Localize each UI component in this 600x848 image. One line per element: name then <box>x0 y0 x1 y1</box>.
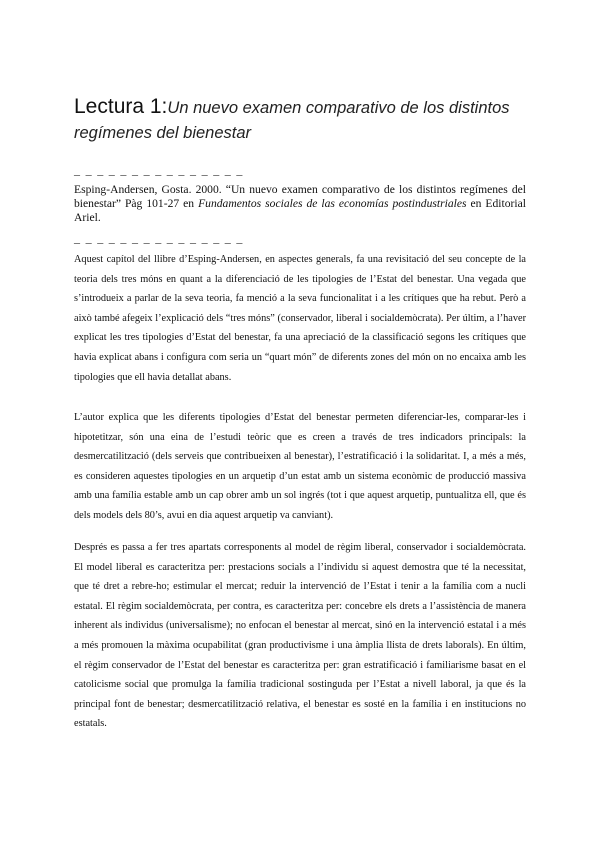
reference-citation: Esping-Andersen, Gosta. 2000. “Un nuevo examen comparativo de los distintos regímenes del bienestar” Pàg 101-27 en <box>74 183 526 211</box>
paragraph-typologies: L’autor explica que les diferents tipologies d’Estat del benestar permeten diferenciar-les, comparar-les i hipotetitzar, són una eina de l’estudi teòric que es creen a través de tres indicadors principals: la desmercatilització (dels serveis que contribueixen al benestar), l’estratificació i la solidaritat. I, a més a més, es consideren aquestes tipologies en un arquetip d’un estat amb un sistema econòmic de producció massiva amb una família estable amb un cap obrer amb un sol ingrés (tot i que aquest arquetip, puntualitza ell, que és dels models dels 80’s, avui en dia aquest arquetip va canviant). <box>74 412 526 521</box>
title-lead: Lectura 1: <box>74 95 168 118</box>
document-title <box>74 92 534 146</box>
paragraph-regimes: Després es passa a fer tres apartats corresponents al model de règim liberal, conservador i socialdemòcrata. El model liberal es caracteritza per: prestacions socials a l’individu si aquest demostra que té la necessitat, que té dret a rebre-ho; estimular el mercat; reduir la intervenció de l’Estat i tenir a la família com a nucli estatal. El règim socialdemòcrata, per contra, es caracteritza per: concebre els drets a l’assistència de manera inherent als individus (universalisme); no enfocan el benestar al mercat, sinó en la intervenció estatal i a més a més promouen la màxima ocupabilitat (gran productivisme i una àmplia llista de drets laborals). En últim, el règim conservador de l’Estat del benestar es caracteritza per: gran estratificació i familiarisme basat en el catolicisme social que promulga la família tradicional sostinguda per l’Estat a nivell laboral, ja que és la principal font de benestar; desmercatilització relativa, el benestar es sosté en la família i en institucions no estatals. <box>74 542 526 730</box>
reference-publisher: en Editorial Ariel. <box>74 197 526 225</box>
separator-top: _ _ _ _ _ _ _ _ _ _ _ _ _ _ _ <box>74 163 244 177</box>
paragraph-summary: Aquest capítol del llibre d’Esping-Andersen, en aspectes generals, fa una revisitació del seu concepte de la teoria dels tres móns en quant a la diferenciació de les tipologies de l’Estat del benestar. Una vegada que s’introdueix a parlar de la seva teoria, fa menció a la seva funcionalitat i a les crítiques que ha rebut. Però a això també afegeix l’explicació dels “tres móns” (conservador, liberal i socialdemòcrata). Per últim, a l’haver explicat les tres tipologies d’Estat del benestar, fa una apreciació de la classificació segons les crítiques que havia explicat abans i configura com seria un “quart món” de diferents zones del món on no encaixa amb les tipologies que ell havia detallat abans. <box>74 254 526 383</box>
bibliographic-reference <box>74 183 526 225</box>
separator-bottom: _ _ _ _ _ _ _ _ _ _ _ _ _ _ _ <box>74 231 244 245</box>
title-subtitle: Un nuevo examen comparativo de los distintos regímenes del bienestar <box>74 99 510 143</box>
reference-book-title: Fundamentos sociales de las economías postindustriales <box>198 197 467 211</box>
